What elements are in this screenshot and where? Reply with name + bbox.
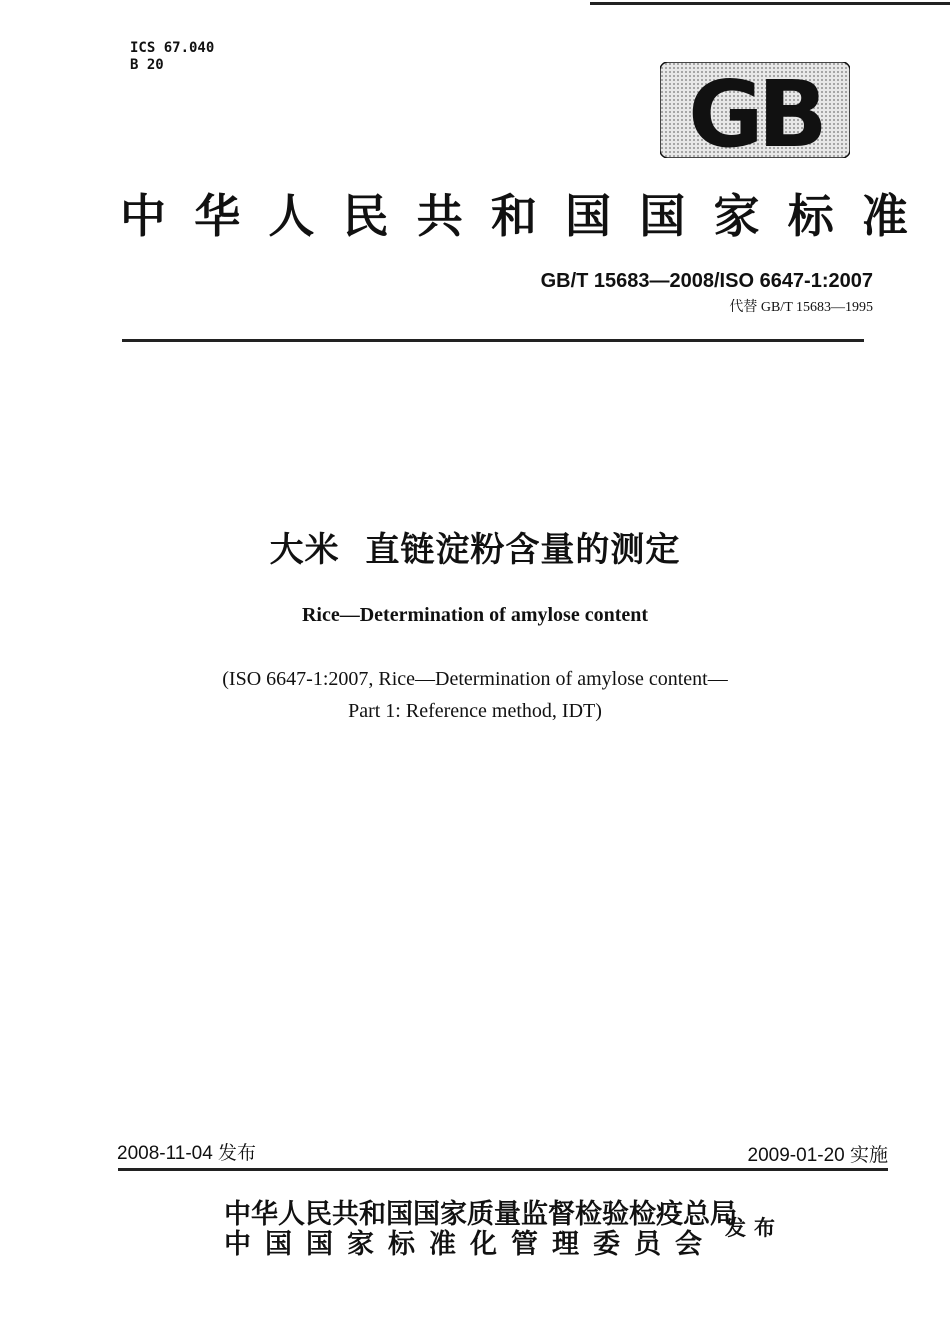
title-char: 中 <box>120 189 168 243</box>
classification-codes <box>130 40 214 74</box>
issuer-char: 中 <box>224 1229 251 1260</box>
standard-number: GB/T 15683—2008/ISO 6647-1:2007 <box>540 270 873 292</box>
issuer-char: 员 <box>634 1229 661 1260</box>
iso-reference-line-1: (ISO 6647-1:2007, Rice—Determination of amylose content— <box>222 668 728 690</box>
footer-divider <box>118 1168 888 1171</box>
ccs-code: B 20 <box>130 57 164 73</box>
title-char: 国 <box>639 189 688 243</box>
publish-label: 发布 <box>725 1215 783 1240</box>
title-char: 家 <box>713 189 762 243</box>
issuer-aqsiq: 中华人民共和国国家质量监督检验检疫总局 <box>224 1199 737 1230</box>
title-char: 和 <box>490 189 539 243</box>
issuer-char: 化 <box>470 1229 497 1260</box>
issuer-char: 准 <box>429 1229 456 1260</box>
title-char: 民 <box>342 189 391 243</box>
top-border-line <box>590 2 950 5</box>
title-char: 准 <box>861 189 910 243</box>
issuer-char: 委 <box>593 1229 620 1260</box>
gb-logo <box>660 62 850 158</box>
title-char: 共 <box>416 189 465 243</box>
issuer-sac <box>224 1222 702 1261</box>
gb-logo-text: GB <box>688 62 822 158</box>
issuer-char: 管 <box>511 1229 538 1260</box>
national-standard-title <box>120 180 910 246</box>
english-title: Rice—Determination of amylose content <box>301 604 649 626</box>
title-char: 国 <box>565 189 614 243</box>
header-divider <box>122 339 864 342</box>
ics-code: ICS 67.040 <box>130 40 215 56</box>
issuer-char: 标 <box>388 1229 415 1260</box>
implementation-date: 2009-01-20 实施 <box>747 1145 888 1166</box>
issuer-char: 会 <box>675 1229 702 1260</box>
issuer-char: 理 <box>552 1229 579 1260</box>
title-char: 华 <box>194 189 243 243</box>
replaces-standard: 代替 GB/T 15683—1995 <box>729 300 873 315</box>
issuer-char: 家 <box>347 1229 374 1260</box>
title-char: 标 <box>787 189 836 243</box>
chinese-title: 大米 直链淀粉含量的测定 <box>269 530 681 570</box>
issue-date: 2008-11-04 发布 <box>117 1143 257 1164</box>
iso-reference-line-2: Part 1: Reference method, IDT) <box>348 700 602 722</box>
title-char: 人 <box>268 189 317 243</box>
issuer-char: 国 <box>306 1229 333 1260</box>
issuer-char: 国 <box>265 1229 292 1260</box>
